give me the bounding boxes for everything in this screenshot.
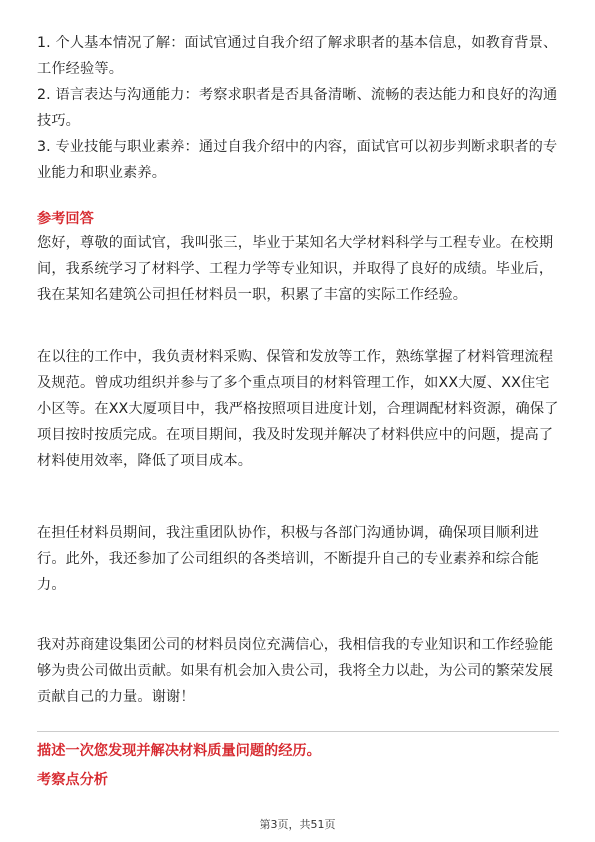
- intro-points: [37, 30, 559, 186]
- next-question-heading: 描述一次您发现并解决材料质量问题的经历。: [37, 743, 321, 759]
- text-line: 在担任材料员期间，我注重团队协作，积极与各部门沟通协调，确保项目顺利进: [37, 525, 539, 541]
- text-line: 在以往的工作中，我负责材料采购、保管和发放等工作，熟练掌握了材料管理流程: [37, 349, 554, 365]
- text-line: 力。: [37, 577, 66, 593]
- text-line: 项目按时按质完成。在项目期间，我及时发现并解决了材料供应中的问题，提高了: [37, 427, 554, 443]
- text-line: 贡献自己的力量。谢谢！: [37, 689, 195, 705]
- text-line: 1. 个人基本情况了解：面试官通过自我介绍了解求职者的基本信息，如教育背景、: [37, 35, 558, 51]
- intro-point-2: [37, 82, 559, 134]
- intro-point-3: [37, 134, 559, 186]
- reference-answer-heading: 参考回答: [37, 211, 94, 227]
- text-line: 够为贵公司做出贡献。如果有机会加入贵公司，我将全力以赴，为公司的繁荣发展: [37, 663, 554, 679]
- answer-paragraph-4: [37, 632, 559, 710]
- text-line: 工作经验等。: [37, 61, 124, 77]
- text-line: 行。此外，我还参加了公司组织的各类培训，不断提升自己的专业素养和综合能: [37, 551, 539, 567]
- text-line: 小区等。在XX大厦项目中，我严格按照项目进度计划，合理调配材料资源，确保了: [37, 401, 559, 417]
- text-line: 及规范。曾成功组织并参与了多个重点项目的材料管理工作，如XX大厦、XX住宅: [37, 375, 550, 391]
- text-line: 我在某知名建筑公司担任材料员一职，积累了丰富的实际工作经验。: [37, 287, 468, 303]
- page-number-footer: 第3页，共51页: [259, 818, 336, 831]
- text-line: 3. 专业技能与职业素养：通过自我介绍中的内容，面试官可以初步判断求职者的专: [37, 139, 558, 155]
- analysis-heading: 考察点分析: [37, 772, 108, 788]
- text-line: 技巧。: [37, 113, 81, 129]
- answer-paragraph-1: [37, 230, 559, 308]
- text-line: 我对苏商建设集团公司的材料员岗位充满信心，我相信我的专业知识和工作经验能: [37, 637, 554, 653]
- intro-point-1: [37, 30, 559, 82]
- text-line: 间，我系统学习了材料学、工程力学等专业知识，并取得了良好的成绩。毕业后，: [37, 261, 554, 277]
- text-line: 2. 语言表达与沟通能力：考察求职者是否具备清晰、流畅的表达能力和良好的沟通: [37, 87, 558, 103]
- section-divider: [37, 731, 559, 732]
- answer-paragraph-3: [37, 520, 559, 598]
- text-line: 您好，尊敬的面试官，我叫张三，毕业于某知名大学材料科学与工程专业。在校期: [37, 235, 554, 251]
- text-line: 材料使用效率，降低了项目成本。: [37, 453, 253, 469]
- text-line: 业能力和职业素养。: [37, 165, 167, 181]
- answer-paragraph-2: [37, 344, 559, 474]
